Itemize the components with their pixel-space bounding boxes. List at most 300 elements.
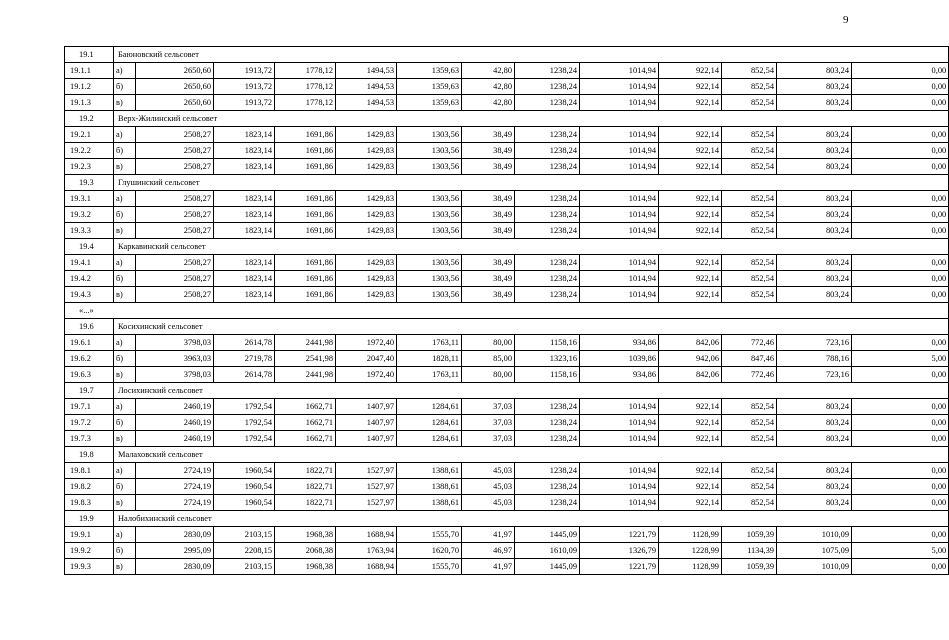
row-subitem: а) [114,335,136,351]
row-subitem: б) [114,543,136,559]
value-cell: 1429,83 [336,287,397,303]
value-cell: 1792,54 [214,399,275,415]
value-cell: 922,14 [659,127,722,143]
value-cell: 2995,09 [136,543,214,559]
value-cell: 1359,63 [397,79,462,95]
value-cell: 1429,83 [336,255,397,271]
group-code: 19.2 [65,111,114,127]
table-row [65,351,949,367]
value-cell: 803,24 [777,95,852,111]
group-header-row [65,447,949,463]
row-subitem: б) [114,79,136,95]
value-cell: 1763,11 [397,335,462,351]
value-cell: 2724,19 [136,479,214,495]
value-cell: 852,54 [722,415,777,431]
value-cell: 2068,38 [275,543,336,559]
value-cell: 1778,12 [275,79,336,95]
value-cell: 922,14 [659,159,722,175]
value-cell: 1828,11 [397,351,462,367]
value-cell: 1429,83 [336,223,397,239]
value-cell: 5,00 [852,543,949,559]
value-cell: 37,03 [462,431,515,447]
row-subitem: в) [114,95,136,111]
row-subitem: в) [114,431,136,447]
table-row [65,271,949,287]
group-code: 19.7 [65,383,114,399]
value-cell: 1059,39 [722,559,777,575]
group-header-row [65,111,949,127]
value-cell: 1014,94 [580,223,659,239]
value-cell: 803,24 [777,159,852,175]
table-row [65,63,949,79]
row-subitem: в) [114,159,136,175]
value-cell: 0,00 [852,399,949,415]
value-cell: 852,54 [722,495,777,511]
value-cell: 2614,78 [214,335,275,351]
group-name: Верх-Жилинский сельсовет [114,111,949,127]
value-cell: 1014,94 [580,143,659,159]
value-cell: 1238,24 [515,399,580,415]
table-row [65,495,949,511]
value-cell: 1823,14 [214,287,275,303]
group-header-row [65,239,949,255]
value-cell: 0,00 [852,127,949,143]
value-cell: 1323,16 [515,351,580,367]
value-cell: 2650,60 [136,79,214,95]
value-cell: 1968,38 [275,527,336,543]
value-cell: 922,14 [659,95,722,111]
table-row [65,527,949,543]
value-cell: 1221,79 [580,559,659,575]
value-cell: 1359,63 [397,63,462,79]
value-cell: 41,97 [462,527,515,543]
row-subitem: а) [114,255,136,271]
value-cell: 42,80 [462,95,515,111]
value-cell: 922,14 [659,63,722,79]
value-cell: 852,54 [722,191,777,207]
value-cell: 1555,70 [397,559,462,575]
row-subitem: а) [114,527,136,543]
row-code: 19.4.3 [65,287,114,303]
row-subitem: б) [114,479,136,495]
table-row [65,207,949,223]
value-cell: 1303,56 [397,271,462,287]
value-cell: 2460,19 [136,431,214,447]
value-cell: 1527,97 [336,479,397,495]
table-row [65,127,949,143]
value-cell: 1429,83 [336,159,397,175]
value-cell: 1238,24 [515,207,580,223]
value-cell: 1158,16 [515,335,580,351]
row-code: 19.6.3 [65,367,114,383]
value-cell: 1238,24 [515,495,580,511]
value-cell: 852,54 [722,463,777,479]
value-cell: 2508,27 [136,143,214,159]
value-cell: 1691,86 [275,271,336,287]
value-cell: 1238,24 [515,143,580,159]
value-cell: 922,14 [659,143,722,159]
value-cell: 1823,14 [214,191,275,207]
value-cell: 1792,54 [214,415,275,431]
value-cell: 1238,24 [515,415,580,431]
row-subitem: в) [114,559,136,575]
value-cell: 1388,61 [397,479,462,495]
group-name: Малаховский сельсовет [114,447,949,463]
value-cell: 2719,78 [214,351,275,367]
table-row [65,479,949,495]
value-cell: 38,49 [462,287,515,303]
value-cell: 2830,09 [136,527,214,543]
value-cell: 1968,38 [275,559,336,575]
group-code: 19.4 [65,239,114,255]
value-cell: 0,00 [852,95,949,111]
value-cell: 803,24 [777,223,852,239]
value-cell: 803,24 [777,399,852,415]
value-cell: 38,49 [462,271,515,287]
value-cell: 1303,56 [397,223,462,239]
value-cell: 80,00 [462,335,515,351]
value-cell: 1494,53 [336,63,397,79]
value-cell: 1407,97 [336,431,397,447]
value-cell: 1527,97 [336,495,397,511]
value-cell: 1388,61 [397,495,462,511]
value-cell: 0,00 [852,415,949,431]
value-cell: 1429,83 [336,127,397,143]
value-cell: 723,16 [777,335,852,351]
value-cell: 1822,71 [275,463,336,479]
row-code: 19.4.1 [65,255,114,271]
value-cell: 45,03 [462,495,515,511]
value-cell: 1284,61 [397,399,462,415]
value-cell: 1972,40 [336,367,397,383]
value-cell: 803,24 [777,63,852,79]
value-cell: 1238,24 [515,463,580,479]
value-cell: 803,24 [777,479,852,495]
value-cell: 1014,94 [580,495,659,511]
value-cell: 2508,27 [136,191,214,207]
value-cell: 2208,15 [214,543,275,559]
row-code: 19.7.2 [65,415,114,431]
row-subitem: в) [114,495,136,511]
value-cell: 1303,56 [397,143,462,159]
row-code: 19.7.1 [65,399,114,415]
value-cell: 1284,61 [397,415,462,431]
row-subitem: в) [114,287,136,303]
value-cell: 922,14 [659,271,722,287]
value-cell: 0,00 [852,431,949,447]
value-cell: 1823,14 [214,159,275,175]
value-cell: 852,54 [722,207,777,223]
value-cell: 1014,94 [580,271,659,287]
value-cell: 1445,09 [515,559,580,575]
row-subitem: а) [114,463,136,479]
value-cell: 0,00 [852,479,949,495]
value-cell: 1429,83 [336,143,397,159]
table-row [65,463,949,479]
value-cell: 1429,83 [336,271,397,287]
table-row [65,559,949,575]
value-cell: 942,06 [659,351,722,367]
value-cell: 38,49 [462,191,515,207]
value-cell: 0,00 [852,495,949,511]
value-cell: 803,24 [777,495,852,511]
value-cell: 2830,09 [136,559,214,575]
value-cell: 1014,94 [580,287,659,303]
value-cell: 2541,98 [275,351,336,367]
value-cell: 852,54 [722,271,777,287]
value-cell: 1555,70 [397,527,462,543]
value-cell: 852,54 [722,223,777,239]
value-cell: 723,16 [777,367,852,383]
value-cell: 0,00 [852,527,949,543]
value-cell: 852,54 [722,95,777,111]
value-cell: 2724,19 [136,463,214,479]
value-cell: 2614,78 [214,367,275,383]
value-cell: 80,00 [462,367,515,383]
value-cell: 2103,15 [214,559,275,575]
value-cell: 1158,16 [515,367,580,383]
row-subitem: а) [114,63,136,79]
value-cell: 852,54 [722,255,777,271]
value-cell: 803,24 [777,415,852,431]
value-cell: 922,14 [659,255,722,271]
table-row [65,399,949,415]
value-cell: 3798,03 [136,367,214,383]
value-cell: 0,00 [852,143,949,159]
value-cell: 1326,79 [580,543,659,559]
table-row [65,415,949,431]
value-cell: 922,14 [659,191,722,207]
value-cell: 2508,27 [136,207,214,223]
value-cell: 1429,83 [336,207,397,223]
value-cell: 41,97 [462,559,515,575]
value-cell: 42,80 [462,79,515,95]
row-code: 19.1.2 [65,79,114,95]
value-cell: 1823,14 [214,223,275,239]
value-cell: 1691,86 [275,287,336,303]
row-code: 19.8.1 [65,463,114,479]
value-cell: 1527,97 [336,463,397,479]
value-cell: 1303,56 [397,207,462,223]
value-cell: 803,24 [777,271,852,287]
value-cell: 0,00 [852,223,949,239]
value-cell: 1238,24 [515,79,580,95]
value-cell: 1010,09 [777,527,852,543]
value-cell: 922,14 [659,431,722,447]
row-code: 19.3.3 [65,223,114,239]
table-row [65,335,949,351]
row-code: 19.3.2 [65,207,114,223]
group-code: 19.1 [65,47,114,63]
value-cell: 1822,71 [275,479,336,495]
value-cell: 1128,99 [659,559,722,575]
value-cell: 1014,94 [580,415,659,431]
value-cell: 1823,14 [214,143,275,159]
table-row [65,159,949,175]
value-cell: 1662,71 [275,431,336,447]
value-cell: 1691,86 [275,127,336,143]
group-name: Налобихинский сельсовет [114,511,949,527]
value-cell: 2650,60 [136,63,214,79]
value-cell: 934,86 [580,367,659,383]
value-cell: 2441,98 [275,367,336,383]
value-cell: 1010,09 [777,559,852,575]
row-subitem: б) [114,143,136,159]
row-code: 19.6.1 [65,335,114,351]
value-cell: 1913,72 [214,79,275,95]
value-cell: 1014,94 [580,191,659,207]
value-cell: 1238,24 [515,223,580,239]
value-cell: 772,46 [722,335,777,351]
value-cell: 1238,24 [515,63,580,79]
value-cell: 1913,72 [214,95,275,111]
value-cell: 1284,61 [397,431,462,447]
value-cell: 1610,09 [515,543,580,559]
value-cell: 45,03 [462,463,515,479]
row-code: 19.9.1 [65,527,114,543]
value-cell: 2460,19 [136,399,214,415]
value-cell: 1238,24 [515,287,580,303]
value-cell: 85,00 [462,351,515,367]
row-code: 19.9.3 [65,559,114,575]
group-header-row [65,511,949,527]
value-cell: 1388,61 [397,463,462,479]
value-cell: 1128,99 [659,527,722,543]
value-cell: 38,49 [462,127,515,143]
group-code: 19.3 [65,175,114,191]
table-row [65,367,949,383]
value-cell: 2508,27 [136,223,214,239]
row-code: 19.6.2 [65,351,114,367]
value-cell: 1014,94 [580,463,659,479]
table-body [65,47,949,575]
value-cell: 1238,24 [515,479,580,495]
value-cell: 922,14 [659,207,722,223]
value-cell: 2508,27 [136,287,214,303]
value-cell: 1823,14 [214,271,275,287]
value-cell: 37,03 [462,415,515,431]
value-cell: 1913,72 [214,63,275,79]
group-name: Глушинский сельсовет [114,175,949,191]
value-cell: 2103,15 [214,527,275,543]
value-cell: 37,03 [462,399,515,415]
row-code: 19.2.2 [65,143,114,159]
value-cell: 852,54 [722,63,777,79]
value-cell: 0,00 [852,335,949,351]
value-cell: 1691,86 [275,255,336,271]
value-cell: 0,00 [852,159,949,175]
value-cell: 0,00 [852,367,949,383]
value-cell: 0,00 [852,271,949,287]
value-cell: 852,54 [722,431,777,447]
value-cell: 922,14 [659,399,722,415]
value-cell: 922,14 [659,415,722,431]
value-cell: 2650,60 [136,95,214,111]
value-cell: 852,54 [722,79,777,95]
value-cell: 922,14 [659,287,722,303]
value-cell: 1429,83 [336,191,397,207]
row-subitem: б) [114,351,136,367]
value-cell: 803,24 [777,79,852,95]
value-cell: 1228,99 [659,543,722,559]
row-subitem: а) [114,399,136,415]
value-cell: 2508,27 [136,159,214,175]
value-cell: 803,24 [777,255,852,271]
table-row [65,543,949,559]
value-cell: 1662,71 [275,415,336,431]
value-cell: 1014,94 [580,95,659,111]
value-cell: 1014,94 [580,63,659,79]
value-cell: 1688,94 [336,527,397,543]
value-cell: 1014,94 [580,127,659,143]
group-name: Каркавинский сельсовет [114,239,949,255]
row-subitem: б) [114,415,136,431]
value-cell: 922,14 [659,79,722,95]
value-cell: 1014,94 [580,79,659,95]
value-cell: 1014,94 [580,399,659,415]
value-cell: 1238,24 [515,159,580,175]
value-cell: 1662,71 [275,399,336,415]
group-name: Лосихинский сельсовет [114,383,949,399]
table-row [65,223,949,239]
value-cell: 0,00 [852,255,949,271]
value-cell: 2508,27 [136,255,214,271]
value-cell: 842,06 [659,335,722,351]
value-cell: 1494,53 [336,79,397,95]
group-header-row [65,47,949,63]
table-row [65,431,949,447]
row-code: 19.1.3 [65,95,114,111]
value-cell: 803,24 [777,191,852,207]
value-cell: 0,00 [852,207,949,223]
value-cell: 0,00 [852,463,949,479]
value-cell: 1059,39 [722,527,777,543]
group-header-row [65,175,949,191]
group-code: 19.6 [65,319,114,335]
value-cell: 1445,09 [515,527,580,543]
value-cell: 852,54 [722,143,777,159]
table-row [65,79,949,95]
table-row [65,191,949,207]
value-cell: 1407,97 [336,399,397,415]
value-cell: 0,00 [852,191,949,207]
value-cell: 1823,14 [214,207,275,223]
value-cell: 1494,53 [336,95,397,111]
table-row [65,143,949,159]
value-cell: 2441,98 [275,335,336,351]
row-code: 19.9.2 [65,543,114,559]
row-subitem: б) [114,271,136,287]
value-cell: 1014,94 [580,479,659,495]
row-code: 19.7.3 [65,431,114,447]
value-cell: 1778,12 [275,95,336,111]
value-cell: 1303,56 [397,127,462,143]
value-cell: 1134,39 [722,543,777,559]
value-cell: 0,00 [852,559,949,575]
value-cell: 922,14 [659,463,722,479]
value-cell: 1238,24 [515,95,580,111]
value-cell: 2724,19 [136,495,214,511]
value-cell: 1972,40 [336,335,397,351]
value-cell: 0,00 [852,63,949,79]
table-row [65,255,949,271]
value-cell: 38,49 [462,223,515,239]
value-cell: 1303,56 [397,159,462,175]
value-cell: 852,54 [722,479,777,495]
value-cell: 1960,54 [214,479,275,495]
value-cell: 788,16 [777,351,852,367]
value-cell: 803,24 [777,143,852,159]
